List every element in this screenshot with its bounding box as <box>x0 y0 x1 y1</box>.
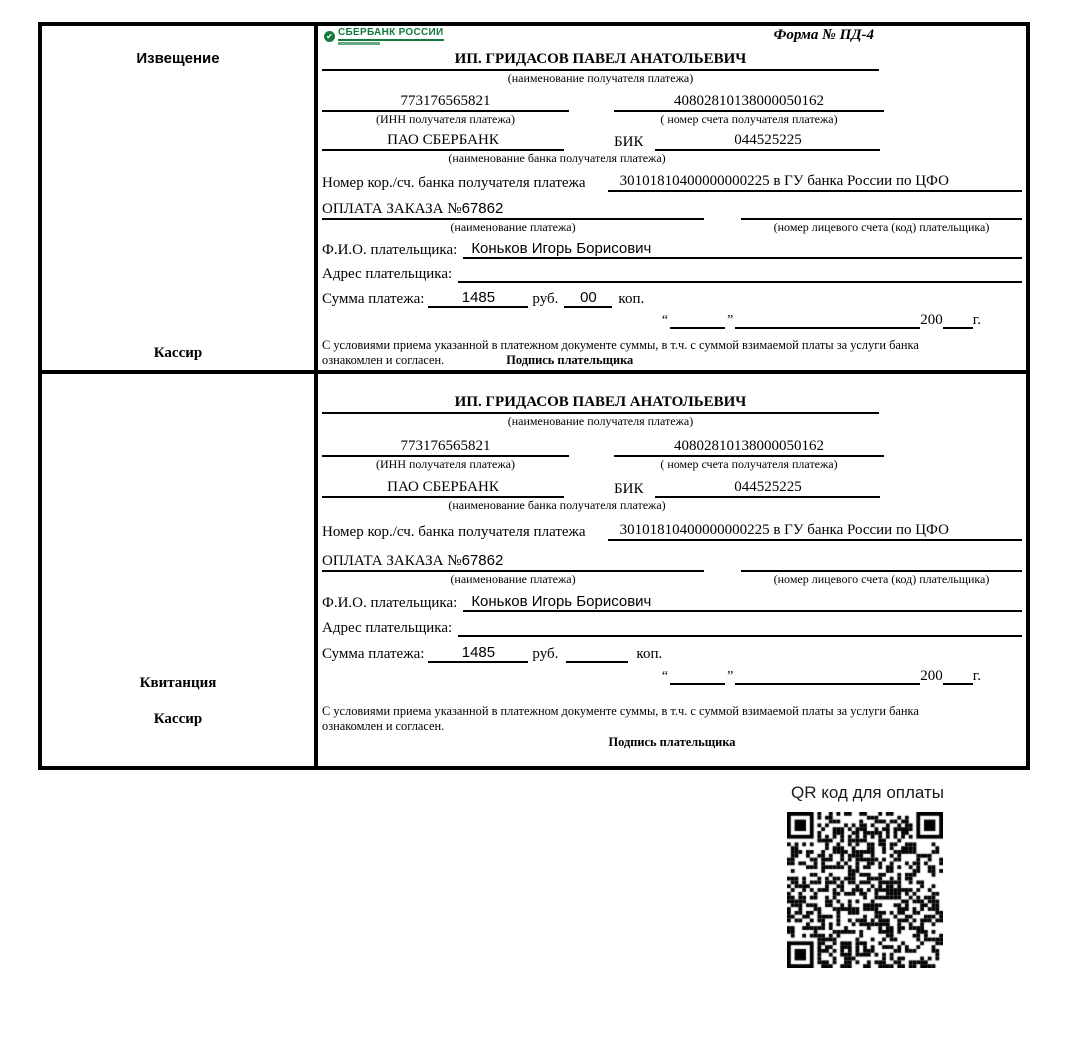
recipient-name: ИП. ГРИДАСОВ ПАВЕЛ АНАТОЛЬЕВИЧ <box>322 51 879 71</box>
recipient-hint: (наименование получателя платежа) <box>507 71 694 85</box>
cashier-label: Кассир <box>153 711 203 727</box>
agreement-line2: ознакомлен и согласен. <box>322 353 445 367</box>
date-day-field <box>670 327 725 329</box>
inn-value: 773176565821 <box>322 438 569 457</box>
payer-name-value: Коньков Игорь Борисович <box>463 593 1022 612</box>
amount-rub-value: 1485 <box>428 644 528 663</box>
inn-hint: (ИНН получателя платежа) <box>376 457 515 471</box>
amount-kop-value: 00 <box>564 289 612 308</box>
order-number: 67862 <box>461 200 504 217</box>
bank-name-value: ПАО СБЕРБАНК <box>322 479 564 498</box>
account-value: 40802810138000050162 <box>614 93 884 112</box>
sberbank-logo-tagline <box>338 42 380 45</box>
date-month-field <box>735 327 920 329</box>
open-quote: “ <box>661 669 669 684</box>
bik-label: БИК <box>614 134 644 150</box>
receipt-stub <box>42 374 314 766</box>
rub-label: руб. <box>532 646 559 662</box>
recipient-name: ИП. ГРИДАСОВ ПАВЕЛ АНАТОЛЬЕВИЧ <box>322 394 879 414</box>
notice-stub <box>42 26 314 370</box>
corr-account-label: Номер кор./сч. банка получателя платежа <box>322 524 586 540</box>
amount-rub-value: 1485 <box>428 289 528 308</box>
amount-label: Сумма платежа: <box>322 646 425 662</box>
bank-hint: (наименование банка получателя платежа) <box>448 151 666 165</box>
date-year-field <box>943 327 973 329</box>
date-month-field <box>735 683 920 685</box>
notice-section <box>318 26 1026 370</box>
bank-hint: (наименование банка получателя платежа) <box>448 498 666 512</box>
amount-label: Сумма платежа: <box>322 291 425 307</box>
payer-address-label: Адрес плательщика: <box>322 266 453 282</box>
bik-label: БИК <box>614 481 644 497</box>
close-quote: ” <box>727 313 734 328</box>
corr-account-value: 30101810400000000225 в ГУ банка России по ЦФО <box>608 173 1022 192</box>
payer-name-value: Коньков Игорь Борисович <box>463 240 1022 259</box>
amount-kop-value <box>566 661 628 663</box>
payment-hint: (наименование платежа) <box>450 220 576 234</box>
bank-name-value: ПАО СБЕРБАНК <box>322 132 564 151</box>
agreement-line1: С условиями приема указанной в платежном документе суммы, в т.ч. с суммой взимаемой платы за услуги банка <box>322 704 919 718</box>
receipt-section <box>318 374 1026 766</box>
bik-value: 044525225 <box>655 132 880 151</box>
signature-label: Подпись плательщика <box>506 353 634 367</box>
inn-hint: (ИНН получателя платежа) <box>376 112 515 126</box>
kop-label: коп. <box>618 291 645 307</box>
sberbank-logo-icon: ✔ <box>324 31 335 42</box>
account-value: 40802810138000050162 <box>614 438 884 457</box>
personal-account-hint: (номер лицевого счета (код) плательщика) <box>773 220 990 234</box>
year-suffix: г. <box>972 312 981 328</box>
kop-label: коп. <box>636 646 663 662</box>
payer-address-field <box>458 265 1022 283</box>
personal-account-hint: (номер лицевого счета (код) плательщика) <box>773 572 990 586</box>
account-hint: ( номер счета получателя платежа) <box>660 112 838 126</box>
qr-code <box>787 812 943 968</box>
payment-form-pd4 <box>38 22 1030 770</box>
date-day-field <box>670 683 725 685</box>
payer-address-label: Адрес плательщика: <box>322 620 453 636</box>
corr-account-value: 30101810400000000225 в ГУ банка России по ЦФО <box>608 522 1022 541</box>
account-hint: ( номер счета получателя платежа) <box>660 457 838 471</box>
rub-label: руб. <box>532 291 559 307</box>
payer-name-label: Ф.И.О. плательщика: <box>322 242 458 258</box>
inn-value: 773176565821 <box>322 93 569 112</box>
year-prefix: 200 <box>920 312 943 328</box>
sberbank-logo <box>322 27 444 45</box>
notice-title: Извещение <box>136 50 220 67</box>
signature-label: Подпись плательщика <box>608 735 736 749</box>
payment-name: ОПЛАТА ЗАКАЗА №67862 <box>322 552 704 572</box>
open-quote: “ <box>661 313 669 328</box>
year-prefix: 200 <box>920 668 943 684</box>
receipt-title: Квитанция <box>139 675 217 691</box>
payer-address-field <box>458 619 1022 637</box>
date-year-field <box>943 683 973 685</box>
close-quote: ” <box>727 669 734 684</box>
year-suffix: г. <box>972 668 981 684</box>
payment-hint: (наименование платежа) <box>450 572 576 586</box>
payer-name-label: Ф.И.О. плательщика: <box>322 595 458 611</box>
recipient-hint: (наименование получателя платежа) <box>507 414 694 428</box>
qr-block <box>787 783 947 968</box>
bik-value: 044525225 <box>655 479 880 498</box>
qr-title: QR код для оплаты <box>791 783 945 802</box>
agreement-line1: С условиями приема указанной в платежном документе суммы, в т.ч. с суммой взимаемой платы за услуги банка <box>322 338 919 352</box>
sberbank-logo-text: СБЕРБАНК РОССИИ <box>338 27 444 41</box>
payment-name: ОПЛАТА ЗАКАЗА №67862 <box>322 200 704 220</box>
form-number: Форма № ПД-4 <box>773 27 874 43</box>
agreement-line2: ознакомлен и согласен. <box>322 719 445 733</box>
corr-account-label: Номер кор./сч. банка получателя платежа <box>322 175 586 191</box>
order-number: 67862 <box>461 552 504 569</box>
cashier-label: Кассир <box>153 345 203 361</box>
